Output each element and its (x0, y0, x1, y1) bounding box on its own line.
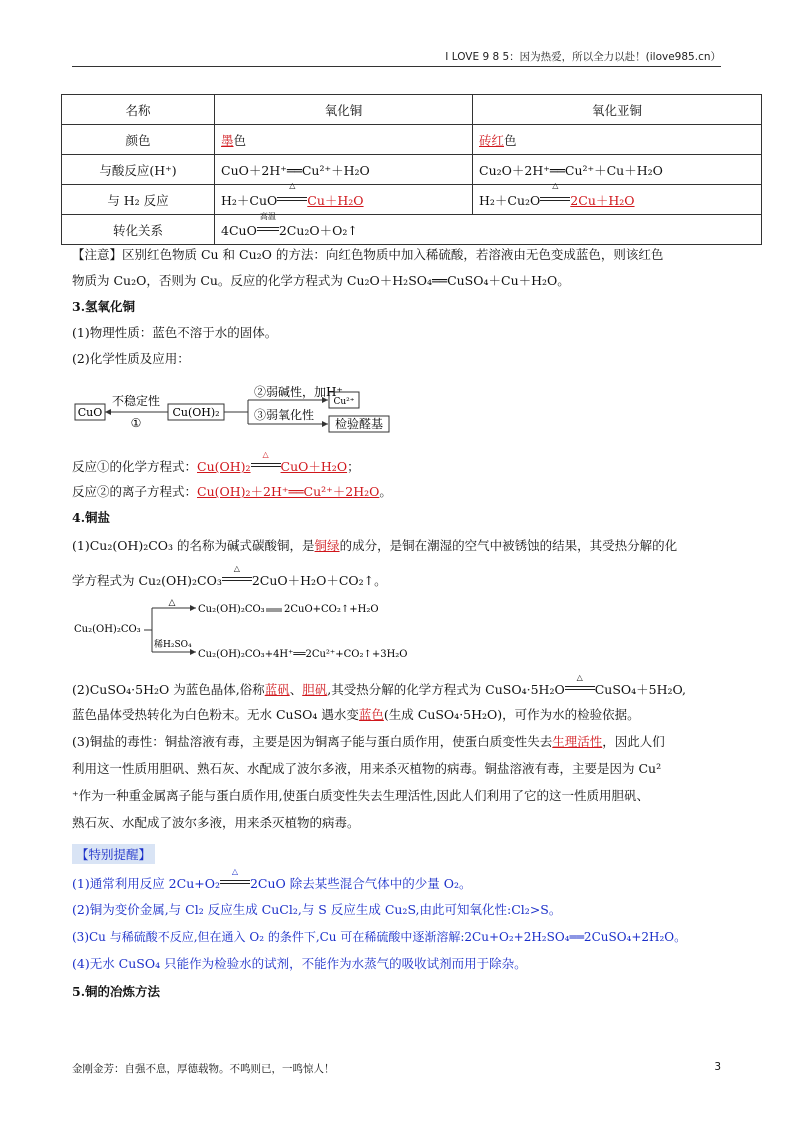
diagram-branch-2: ②弱碱性，加H⁺ (254, 385, 343, 399)
row-label: 与 H₂ 反应 (62, 185, 215, 215)
cu2o-color: 砖红色 (473, 125, 762, 155)
table-row (62, 95, 762, 125)
header-rule (72, 66, 721, 67)
diagram-arrow1-bottom: ① (130, 416, 142, 430)
row-label: 颜色 (62, 125, 215, 155)
s4-p2-cont: 蓝色晶体受热转化为白色粉末。无水 CuSO₄ 遇水变蓝色(生成 CuSO₄·5H₂O)，可作为水的检验依据。 (72, 707, 640, 722)
diag-bottom-eq: Cu₂(OH)₂CO₃+4H⁺══2Cu²⁺+CO₂↑+3H₂O (198, 649, 408, 660)
section-4-title: 4.铜盐 (72, 510, 111, 525)
table-row (62, 125, 762, 155)
diag-top-eq-a: Cu₂(OH)₂CO₃ (198, 604, 265, 615)
diagram-aldehyde: 检验醛基 (334, 417, 384, 431)
cuo-acid: CuO＋2H⁺══Cu²⁺＋H₂O (215, 155, 473, 185)
s4-p3: (3)铜盐的毒性：铜盐溶液有毒，主要是因为铜离子能与蛋白质作用，使蛋白质变性失去生理活性，因此人们 (72, 734, 665, 749)
diag-top-cond: △ (168, 598, 176, 608)
diagram-cuoh2: Cu(OH)₂ (172, 406, 220, 419)
note-line-2: 物质为 Cu₂O，否则为 Cu。反应的化学方程式为 Cu₂O＋H₂SO₄══CuSO₄＋Cu＋H₂O。 (72, 273, 570, 288)
row-label: 转化关系 (62, 215, 215, 245)
row-label: 与酸反应(H⁺) (62, 155, 215, 185)
section-5-title: 5.铜的冶炼方法 (72, 984, 161, 999)
reaction-2: 反应②的离子方程式：Cu(OH)₂＋2H⁺══Cu²⁺＋2H₂O。 (72, 484, 392, 499)
s4-p3-line4: 熟石灰、水配成了波尔多液，用来杀灭植物的病毒。 (72, 815, 360, 830)
s4-p3-line3: ⁺作为一种重金属离子能与蛋白质作用,使蛋白质变性失去生理活性,因此人们利用了它的这一性质用胆矾、 (72, 788, 650, 803)
comparison-table (61, 94, 762, 245)
reminder-3: (3)Cu 与稀硫酸不反应,但在通入 O₂ 的条件下,Cu 可在稀硫酸中逐渐溶解:2Cu+O₂+2H₂SO₄══2CuSO₄+2H₂O。 (72, 930, 687, 944)
note-line-1: 【注意】区别红色物质 Cu 和 Cu₂O 的方法：向红色物质中加入稀硫酸，若溶液由无色变成蓝色，则该红色 (72, 247, 664, 262)
diag-bottom-cond: 稀H₂SO₄ (154, 640, 192, 650)
cu2o-acid: Cu₂O＋2H⁺══Cu²⁺＋Cu＋H₂O (473, 155, 762, 185)
diagram-branch-3: ③弱氧化性 (254, 408, 315, 422)
table-row (62, 215, 762, 245)
table-header-cell: 氧化铜 (215, 95, 473, 125)
s4-p1: (1)Cu₂(OH)₂CO₃ 的名称为碱式碳酸铜，是铜绿的成分，是铜在潮湿的空气中被锈蚀的结果，其受热分解的化 (72, 538, 678, 553)
cuo-color: 墨色 (215, 125, 473, 155)
page-header: I LOVE 9 8 5：因为热爱，所以全力以赴！(ilove985.cn） (445, 51, 721, 63)
cu2o-h2: H₂＋Cu₂O △ 2Cu＋H₂O (473, 185, 762, 215)
table-header-cell: 名称 (62, 95, 215, 125)
s3-chemical: (2)化学性质及应用： (72, 351, 190, 366)
s4-p2: (2)CuSO₄·5H₂O 为蓝色晶体,俗称蓝矾、胆矾,其受热分解的化学方程式为 CuSO₄·5H₂O △ CuSO₄＋5H₂O, (72, 673, 687, 697)
reminder-1: (1)通常利用反应 2Cu+O₂ △ 2CuO 除去某些混合气体中的少量 O₂。 (72, 867, 472, 891)
s3-physical: (1)物理性质：蓝色不溶于水的固体。 (72, 325, 278, 340)
reaction-1: 反应①的化学方程式：Cu(OH)₂ △ CuO＋H₂O； (72, 450, 360, 474)
diag-root: Cu₂(OH)₂CO₃ (74, 624, 141, 635)
cuoh2-diagram (74, 380, 404, 440)
s4-p1-cont: 学方程式为 Cu₂(OH)₂CO₃ △ 2CuO＋H₂O＋CO₂↑。 (72, 564, 387, 588)
page-number: 3 (714, 1061, 721, 1073)
table-row (62, 155, 762, 185)
diagram-cuo: CuO (77, 406, 103, 419)
table-header-cell: 氧化亚铜 (473, 95, 762, 125)
diag-top-eq-b: 2CuO+CO₂↑+H₂O (284, 604, 379, 615)
reminder-4: (4)无水 CuSO₄ 只能作为检验水的试剂，不能作为水蒸气的吸收试剂而用于除杂。 (72, 956, 527, 971)
table-row (62, 185, 762, 215)
conversion-relation: 4CuO 高温 2Cu₂O＋O₂↑ (215, 215, 762, 245)
diagram-arrow1-top: 不稳定性 (111, 394, 161, 408)
page-footer: 金刚金芳：自强不息，厚德载物。不鸣则已，一鸣惊人！ (72, 1063, 335, 1075)
cuo-h2: H₂＋CuO △ Cu＋H₂O (215, 185, 473, 215)
s4-p3-line2: 利用这一性质用胆矾、熟石灰、水配成了波尔多液，用来杀灭植物的病毒。铜盐溶液有毒，主要是因为 Cu² (72, 761, 662, 776)
reminder-2: (2)铜为变价金属,与 Cl₂ 反应生成 CuCl₂,与 S 反应生成 Cu₂S,由此可知氧化性:Cl₂>S。 (72, 902, 562, 917)
basic-copper-carbonate-diagram (72, 596, 452, 664)
section-3-title: 3.氢氧化铜 (72, 299, 136, 314)
special-reminder-badge: 【特别提醒】 (72, 844, 155, 864)
diagram-cu2plus: Cu²⁺ (333, 397, 355, 407)
